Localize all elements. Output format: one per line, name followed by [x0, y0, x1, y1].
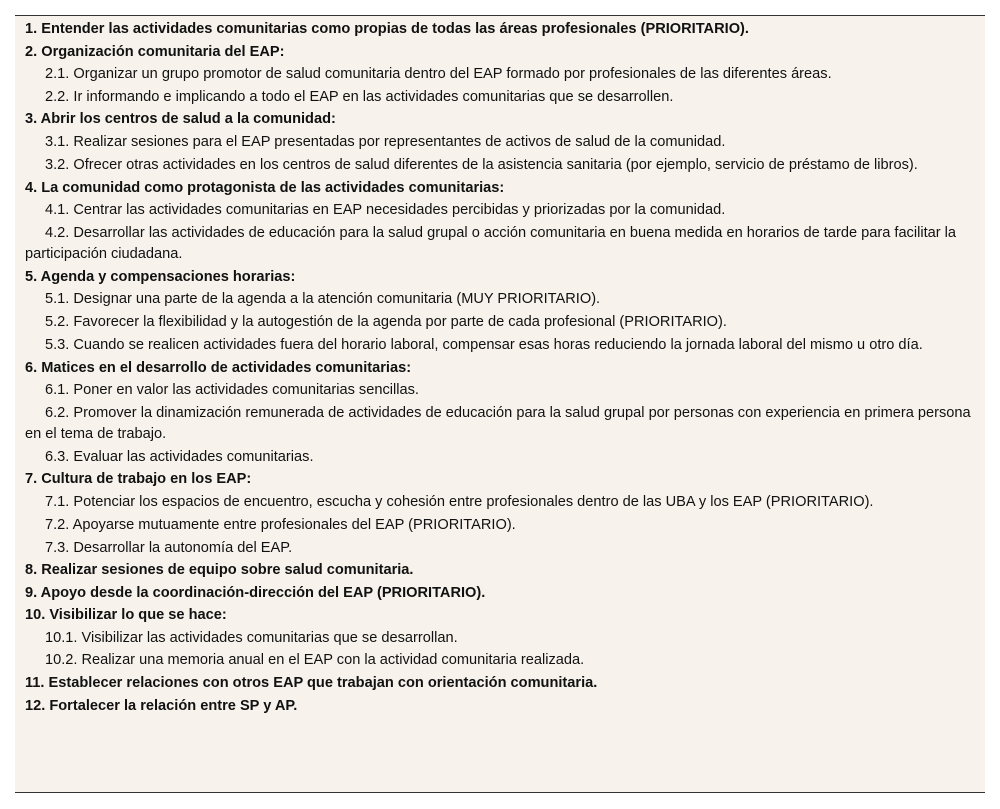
item-10-1: 10.1. Visibilizar las actividades comunitarias que se desarrollan.	[45, 629, 458, 646]
recommendations-table	[15, 15, 985, 793]
item-7-1: 7.1. Potenciar los espacios de encuentro, escucha y cohesión entre profesionales dentro de las UBA y los EAP (PRIORITARIO).	[45, 493, 874, 510]
item-2-1: 2.1. Organizar un grupo promotor de salud comunitaria dentro del EAP formado por profesionales de las diferentes áreas.	[45, 66, 832, 83]
item-1: 1. Entender las actividades comunitarias como propias de todas las áreas profesionales (PRIORITARIO).	[25, 21, 749, 37]
item-7: 7. Cultura de trabajo en los EAP:	[25, 471, 252, 488]
item-4-1: 4.1. Centrar las actividades comunitarias en EAP necesidades percibidas y priorizadas por la comunidad.	[45, 202, 726, 219]
item-5-3: 5.3. Cuando se realicen actividades fuera del horario laboral, compensar esas horas reduciendo la jornada laboral del mismo u otro día.	[45, 336, 923, 353]
item-6-1: 6.1. Poner en valor las actividades comunitarias sencillas.	[45, 382, 419, 399]
item-4: 4. La comunidad como protagonista de las actividades comunitarias:	[25, 179, 505, 196]
item-7-2: 7.2. Apoyarse mutuamente entre profesionales del EAP (PRIORITARIO).	[45, 516, 516, 533]
item-2: 2. Organización comunitaria del EAP:	[25, 43, 285, 60]
item-3-1: 3.1. Realizar sesiones para el EAP presentadas por representantes de activos de salud de la comunidad.	[45, 133, 726, 150]
item-2-2: 2.2. Ir informando e implicando a todo el EAP en las actividades comunitarias que se desarrollen.	[45, 88, 674, 105]
item-12: 12. Fortalecer la relación entre SP y AP.	[25, 697, 298, 714]
item-8: 8. Realizar sesiones de equipo sobre salud comunitaria.	[25, 562, 414, 579]
item-10: 10. Visibilizar lo que se hace:	[25, 607, 227, 624]
item-5: 5. Agenda y compensaciones horarias:	[25, 268, 296, 285]
item-6: 6. Matices en el desarrollo de actividades comunitarias:	[25, 359, 412, 376]
item-10-2: 10.2. Realizar una memoria anual en el EAP con la actividad comunitaria realizada.	[45, 652, 585, 669]
item-5-1: 5.1. Designar una parte de la agenda a la atención comunitaria (MUY PRIORITARIO).	[45, 291, 601, 308]
item-4-2: 4.2. Desarrollar las actividades de educación para la salud grupal o acción comunitaria en buena medida en horarios de tarde para facilitar la participación ciudadana.	[25, 224, 957, 262]
item-3: 3. Abrir los centros de salud a la comunidad:	[25, 111, 336, 128]
item-5-2: 5.2. Favorecer la flexibilidad y la autogestión de la agenda por parte de cada profesional (PRIORITARIO).	[45, 313, 727, 330]
item-7-3: 7.3. Desarrollar la autonomía del EAP.	[45, 539, 293, 556]
item-6-2: 6.2. Promover la dinamización remunerada de actividades de educación para la salud grupal por personas con experiencia en primera persona en el tema de trabajo.	[25, 404, 971, 442]
item-11: 11. Establecer relaciones con otros EAP que trabajan con orientación comunitaria.	[25, 675, 598, 692]
item-9: 9. Apoyo desde la coordinación-dirección del EAP (PRIORITARIO).	[25, 584, 486, 601]
item-3-2: 3.2. Ofrecer otras actividades en los centros de salud diferentes de la asistencia sanitaria (por ejemplo, servicio de préstamo de libros).	[45, 156, 918, 173]
item-6-3: 6.3. Evaluar las actividades comunitarias.	[45, 448, 314, 465]
